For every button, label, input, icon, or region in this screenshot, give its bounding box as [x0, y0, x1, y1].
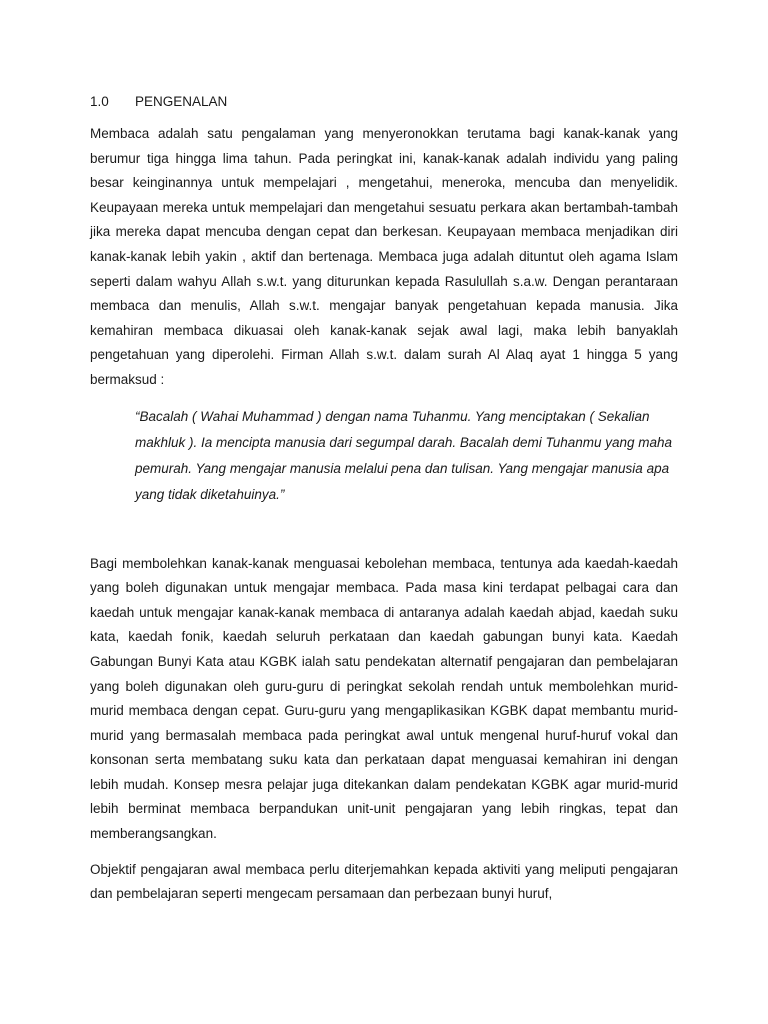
paragraph-objectives: Objektif pengajaran awal membaca perlu diterjemahkan kepada aktiviti yang meliputi pengajaran dan pembelajaran seperti mengecam persamaan dan perbezaan bunyi huruf, [90, 861, 678, 902]
section-heading [90, 92, 678, 112]
quote-block: “Bacalah ( Wahai Muhammad ) dengan nama Tuhanmu. Yang menciptakan ( Sekalian makhluk ). Ia mencipta manusia dari segumpal darah. Bacalah demi Tuhanmu yang maha pemurah. Yang mengajar manusia melalui pena dan tulisan. Yang mengajar manusia apa yang tidak diketahuinya.” [135, 408, 673, 502]
section-number: 1.0 [90, 94, 109, 109]
document-page [90, 92, 678, 907]
section-title: PENGENALAN [135, 94, 228, 109]
paragraph-introduction: Membaca adalah satu pengalaman yang menyeronokkan terutama bagi kanak-kanak yang berumur tiga hingga lima tahun. Pada peringkat ini, kanak-kanak adalah individu yang paling besar keinginannya untuk mempelajari , mengetahui, meneroka, mencuba dan menyelidik. Keupayaan mereka untuk mempelajari dan mengetahui sesuatu perkara akan bertambah-tambah jika mereka dapat mencuba dengan cepat dan berkesan. Keupayaan membaca menjadikan diri kanak-kanak lebih yakin , aktif dan bertenaga. Membaca juga adalah dituntut oleh agama Islam seperti dalam wahyu Allah s.w.t. yang diturunkan kepada Rasulullah s.a.w. Dengan perantaraan membaca dan menulis, Allah s.w.t. mengajar banyak pengetahuan kepada manusia. Jika kemahiran membaca dikuasai oleh kanak-kanak sejak awal lagi, maka lebih banyaklah pengetahuan yang diperolehi. Firman Allah s.w.t. dalam surah Al Alaq ayat 1 hingga 5 yang bermaksud : [90, 126, 678, 387]
paragraph-methods: Bagi membolehkan kanak-kanak menguasai kebolehan membaca, tentunya ada kaedah-kaedah yang boleh digunakan untuk mengajar membaca. Pada masa kini terdapat pelbagai cara dan kaedah untuk mengajar kanak-kanak membaca di antaranya adalah kaedah abjad, kaedah suku kata, kaedah fonik, kaedah seluruh perkataan dan kaedah gabungan bunyi kata. Kaedah Gabungan Bunyi Kata atau KGBK ialah satu pendekatan alternatif pengajaran dan pembelajaran yang boleh digunakan oleh guru-guru di peringkat sekolah rendah untuk membolehkan murid-murid membaca dengan cepat. Guru-guru yang mengaplikasikan KGBK dapat membantu murid-murid yang bermasalah membaca pada peringkat awal untuk mengenal huruf-huruf vokal dan konsonan serta membatang suku kata dan perkataan dapat menguasai kemahiran ini dengan lebih mudah. Konsep mesra pelajar juga ditekankan dalam pendekatan KGBK agar murid-murid lebih berminat membaca berpandukan unit-unit pengajaran yang lebih ringkas, tepat dan memberangsangkan. [90, 555, 678, 842]
